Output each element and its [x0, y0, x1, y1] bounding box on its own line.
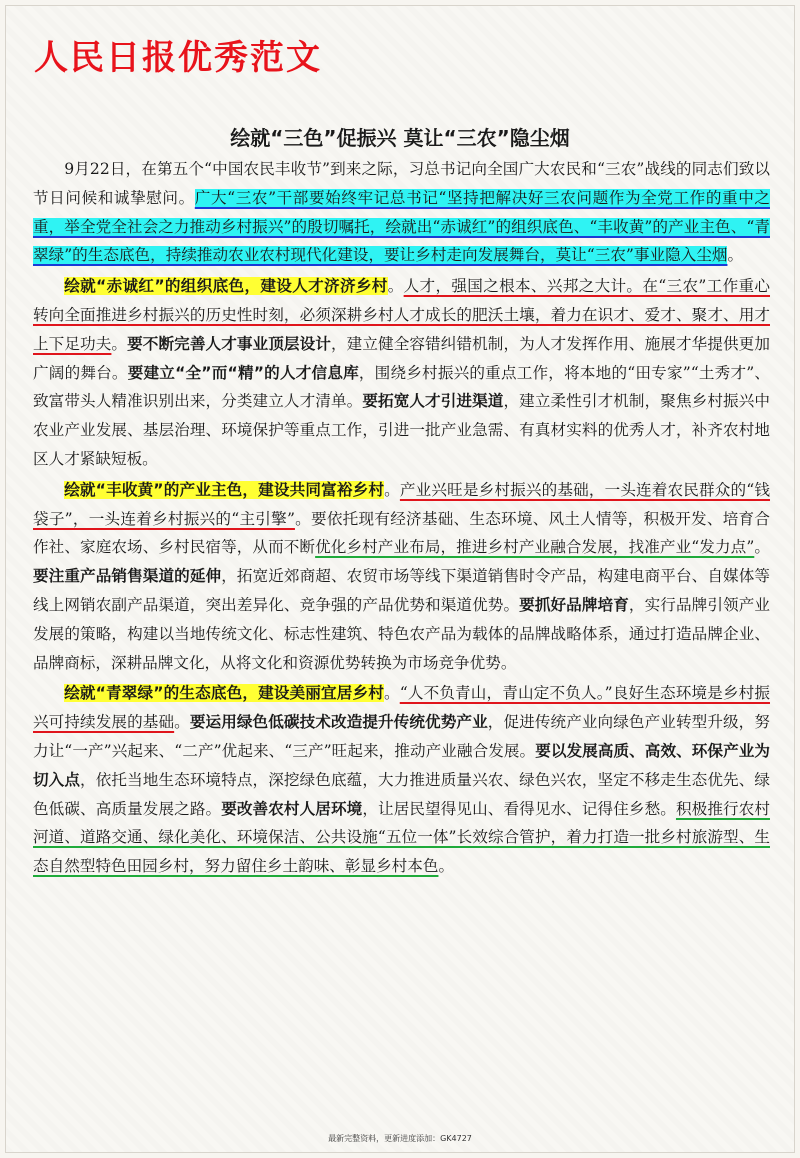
body-text: ，建立健全容错纠错机制，为人才发挥作用、施展才华提供更加广阔的舞台。 [33, 334, 770, 382]
punct: 。 [111, 334, 128, 353]
paragraph-yellow [33, 476, 770, 678]
green-underlined-text: 优化乡村产业布局，推进乡村产业融合发展，找准产业“发力点” [315, 538, 755, 557]
punct: 。 [387, 277, 404, 296]
bold-point: 要抓好品牌培育 [519, 595, 629, 614]
paragraph-end: 。 [438, 857, 455, 876]
body-text: ，促进传统产业向绿色产业转型升级，努力让“一产”兴起来、“二产”优起来、“三产”旺起来，推动产业融合发展。 [33, 713, 770, 760]
bold-point: 要不断完善人才事业顶层设计 [127, 334, 331, 353]
body-text: 。要依托现有经济基础、生态环境、风土人情等，积极开发、培育合作社、家庭农场、乡村民宿等，从而不断 [33, 509, 770, 557]
paragraph-red [33, 272, 770, 474]
body-text: ，拓宽近郊商超、农贸市场等线下渠道销售时令产品，构建电商平台、自媒体等线上网销农副产品渠道，突出差异化、竞争强的产品优势和渠道优势。 [33, 567, 770, 614]
section-heading-red: 绘就“赤诚红”的组织底色，建设人才济济乡村 [64, 277, 388, 296]
intro-text: 9月22日，在第五个“中国农民丰收节”到来之际，习总书记向全国广大农民和“三农”战线的同志们致以节日问候和诚挚慰问。 [33, 160, 770, 207]
bold-point: 要注重产品销售渠道的延伸 [33, 567, 222, 586]
body-text: ，让居民望得见山、看得见水、记得住乡愁。 [362, 799, 676, 818]
punct: 。 [174, 713, 190, 732]
paragraph-intro [33, 155, 770, 270]
footer-note: 最新完整资料，更新进度添加：GK4727 [328, 1134, 472, 1143]
article-title: 绘就“三色”促振兴 莫让“三农”隐尘烟 [230, 126, 570, 150]
article-body [33, 155, 770, 883]
brand-heading: 人民日报优秀范文 [34, 38, 322, 78]
punct: 。 [754, 538, 770, 557]
punct: 。 [384, 480, 400, 499]
section-heading-green: 绘就“青翠绿”的生态底色，建设美丽宜居乡村 [64, 684, 384, 703]
bold-point: 要以发展高质、高效、环保产业为切入点 [33, 741, 770, 789]
bold-point: 要拓宽人才引进渠道 [362, 392, 504, 411]
red-underlined-text: 产业兴旺是乡村振兴的基础，一头连着农民群众的“钱袋子”，一头连着乡村振兴的“主引擎” [33, 480, 770, 528]
intro-end: 。 [727, 246, 744, 265]
green-underlined-text: 积极推行农村河道、道路交通、绿化美化、环境保洁、公共设施“五位一体”长效综合管护，着力打造一批乡村旅游型、生态自然型特色田园乡村，努力留住乡土韵味、彰显乡村本色 [33, 799, 770, 876]
section-heading-yellow: 绘就“丰收黄”的产业主色，建设共同富裕乡村 [64, 480, 385, 499]
red-underlined-text: 人才，强国之根本、兴邦之大计。在“三农”工作重心转向全面推进乡村振兴的历史性时刻，必须深耕乡村人才成长的肥沃土壤，着力在识才、爱才、聚才、用才上下足功夫 [33, 277, 770, 353]
body-text: ，依托当地生态环境特点，深挖绿色底蕴，大力推进质量兴农、绿色兴农，坚定不移走生态优先、绿色低碳、高质量发展之路。 [33, 770, 770, 818]
body-text: ，实行品牌引领产业发展的策略，构建以当地传统文化、标志性建筑、特色农产品为载体的品牌战略体系，通过打造品牌企业、品牌商标，深耕品牌文化，从将文化和资源优势转换为市场竞争优势。 [33, 595, 770, 672]
bold-point: 要改善农村人居环境 [221, 799, 363, 818]
body-text: ，建立柔性引才机制，聚焦乡村振兴中农业产业发展、基层治理、环境保护等重点工作，引进一批产业急需、有真材实料的优秀人才，补齐农村地区人才紧缺短板。 [33, 392, 770, 468]
paragraph-green [33, 679, 770, 881]
bold-point: 要运用绿色低碳技术改造提升传统优势产业 [189, 713, 488, 732]
bold-point: 要建立“全”而“精”的人才信息库 [127, 363, 359, 382]
body-text: ，围绕乡村振兴的重点工作，将本地的“田专家”“土秀才”、致富带头人精准识别出来，分类建立人才清单。 [33, 363, 770, 411]
punct: 。 [383, 684, 400, 703]
red-underlined-text: “人不负青山，青山定不负人。”良好生态环境是乡村振兴可持续发展的基础 [33, 684, 770, 732]
intro-highlight: 广大“三农”干部要始终牢记总书记“坚持把解决好三农问题作为全党工作的重中之重，举全党全社会之力推动乡村振兴”的殷切嘱托，绘就出“赤诚红”的组织底色、“丰收黄”的产业主色、“青翠绿”的生态底色，持续推动农业农村现代化建设，要让乡村走向发展舞台，莫让“三农”事业隐入尘烟 [33, 188, 770, 265]
